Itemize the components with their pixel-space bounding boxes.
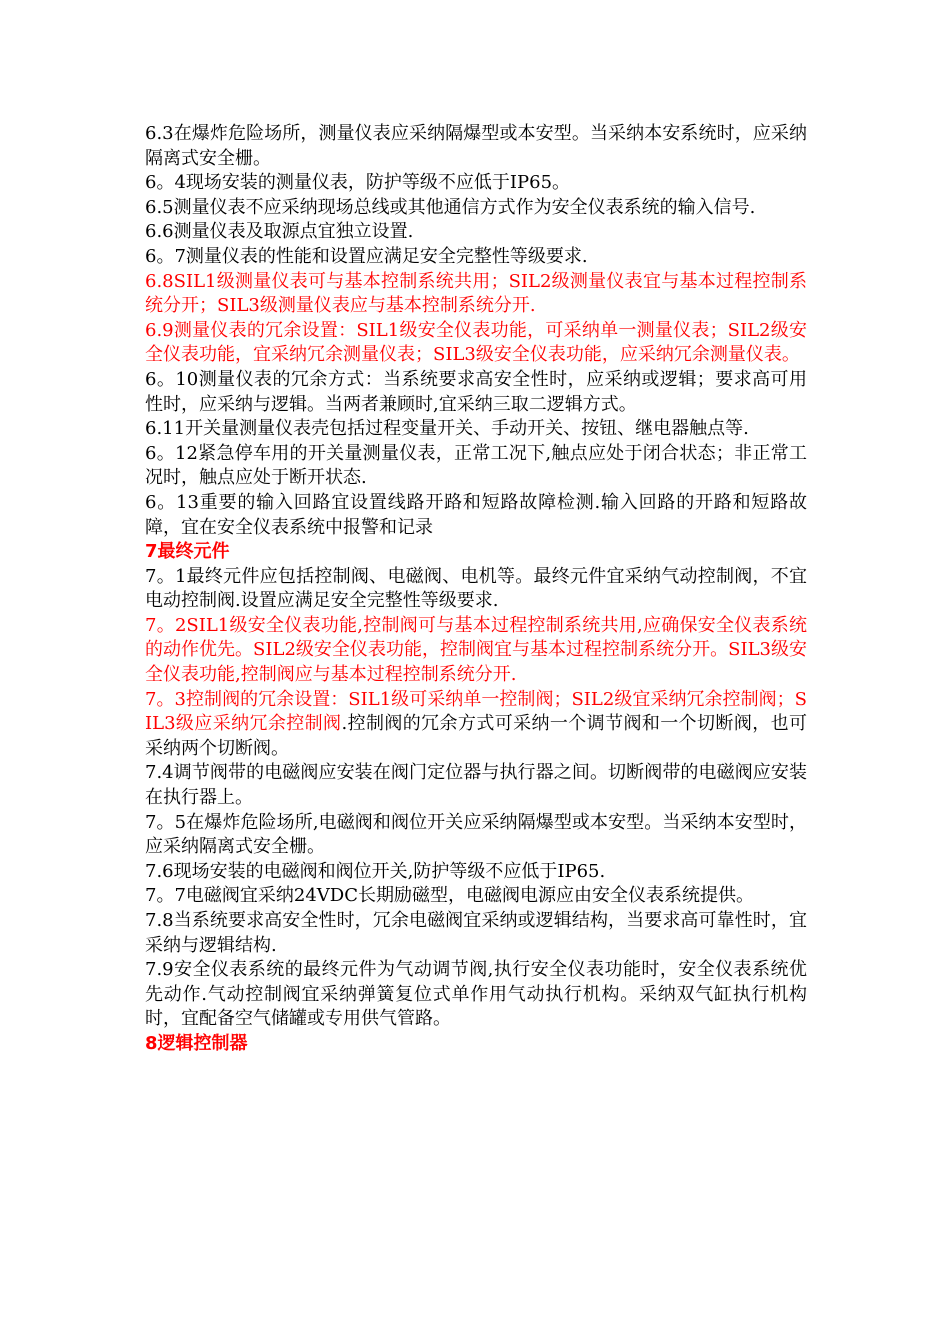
paragraph-6-4: 6。4现场安装的测量仪表，防护等级不应低于IP65。 (145, 172, 571, 194)
paragraph-7-3-highlight: 7。3控制阀的冗余设置：SIL1级可采纳单一控制阀；SIL2级宜采纳冗余控制阀；SIL3级应采纳冗余控制阀 (145, 688, 807, 735)
paragraph-7-3-rest: .控制阀的冗余方式可采纳一个调节阀和一个切断阀，也可采纳两个切断阀。 (145, 713, 807, 759)
paragraph-6-8: 6.8SIL1级测量仪表可与基本控制系统共用；SIL2级测量仪表宜与基本过程控制系统分开；SIL3级测量仪表应与基本控制系统分开. (145, 270, 807, 317)
paragraph-6-13: 6。13重要的输入回路宜设置线路开路和短路故障检测.输入回路的开路和短路故障，宜在安全仪表系统中报警和记录 (145, 491, 807, 538)
paragraph-6-12: 6。12紧急停车用的开关量测量仪表，正常工况下,触点应处于闭合状态；非正常工况时，触点应处于断开状态. (145, 442, 807, 489)
paragraph-7-1: 7。1最终元件应包括控制阀、电磁阀、电机等。最终元件宜采纳气动控制阀，不宜电动控制阀.设置应满足安全完整性等级要求. (145, 565, 807, 612)
paragraph-6-11: 6.11开关量测量仪表壳包括过程变量开关、手动开关、按钮、继电器触点等. (145, 418, 749, 440)
paragraph-6-7: 6。7测量仪表的性能和设置应满足安全完整性等级要求. (145, 245, 588, 267)
paragraph-6-3: 6.3在爆炸危险场所，测量仪表应采纳隔爆型或本安型。当采纳本安系统时，应采纳隔离式安全栅。 (145, 123, 807, 169)
paragraph-7-5: 7。5在爆炸危险场所,电磁阀和阀位开关应采纳隔爆型或本安型。当采纳本安型时，应采纳隔离式安全栅。 (145, 811, 807, 858)
paragraph-7-8: 7.8当系统要求高安全性时，冗余电磁阀宜采纳或逻辑结构，当要求高可靠性时，宜采纳与逻辑结构. (145, 910, 807, 956)
paragraph-7-6: 7.6现场安装的电磁阀和阀位开关,防护等级不应低于IP65. (145, 860, 606, 882)
section-heading-7: 7最终元件 (145, 541, 230, 563)
paragraph-6-5: 6.5测量仪表不应采纳现场总线或其他通信方式作为安全仪表系统的输入信号. (145, 196, 756, 218)
paragraph-7-4: 7.4调节阀带的电磁阀应安装在阀门定位器与执行器之间。切断阀带的电磁阀应安装在执行器上。 (145, 762, 807, 809)
paragraph-6-10: 6。10测量仪表的冗余方式：当系统要求高安全性时，应采纳或逻辑；要求高可用性时，应采纳与逻辑。当两者兼顾时,宜采纳三取二逻辑方式。 (145, 368, 807, 415)
paragraph-7-9: 7.9安全仪表系统的最终元件为气动调节阀,执行安全仪表功能时，安全仪表系统优先动作.气动控制阀宜采纳弹簧复位式单作用气动执行机构。采纳双气缸执行机构时，宜配备空气储罐或专用供气管路。 (145, 959, 807, 1030)
paragraph-7-7: 7。7电磁阀宜采纳24VDC长期励磁型，电磁阀电源应由安全仪表系统提供。 (145, 885, 755, 907)
section-heading-8: 8逻辑控制器 (145, 1032, 248, 1054)
paragraph-6-6: 6.6测量仪表及取源点宜独立设置. (145, 221, 414, 243)
paragraph-6-9: 6.9测量仪表的冗余设置：SIL1级安全仪表功能，可采纳单一测量仪表；SIL2级安全仪表功能，宜采纳冗余测量仪表；SIL3级安全仪表功能，应采纳冗余测量仪表。 (145, 319, 807, 366)
document-body (145, 122, 807, 1057)
paragraph-7-3 (145, 688, 807, 762)
paragraph-7-2: 7。2SIL1级安全仪表功能,控制阀可与基本过程控制系统共用,应确保安全仪表系统的动作优先。SIL2级安全仪表功能，控制阀宜与基本过程控制系统分开。SIL3级安全仪表功能,控制阀应与基本过程控制系统分开. (145, 614, 807, 686)
